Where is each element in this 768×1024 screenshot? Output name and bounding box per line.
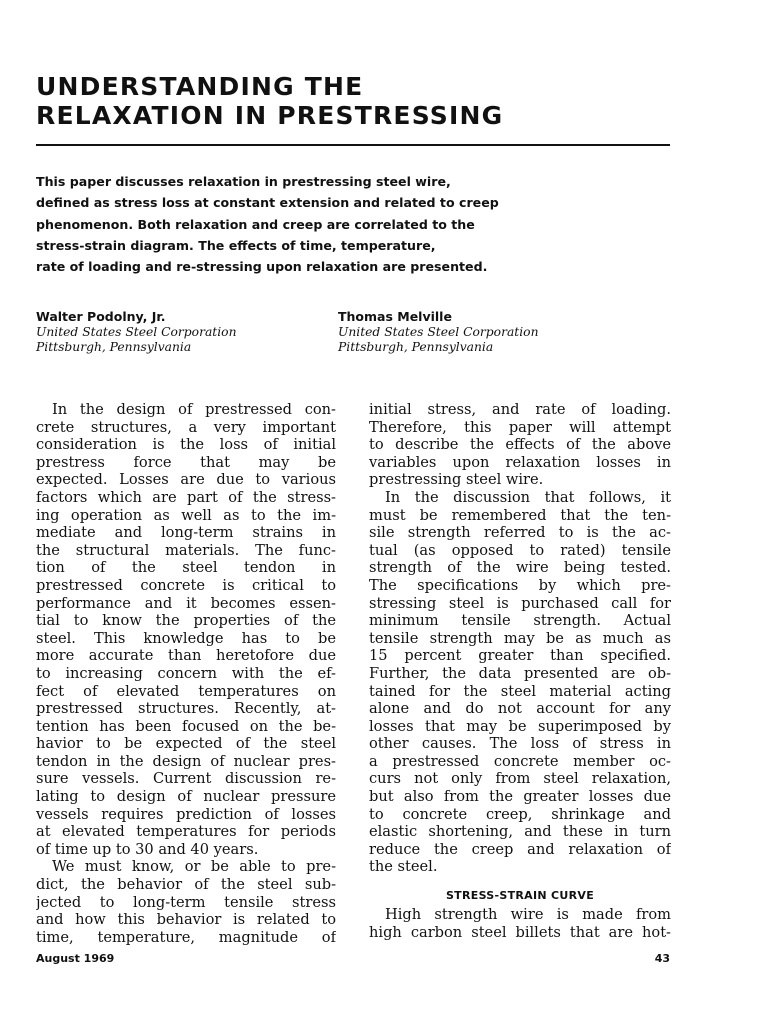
abstract-line: phenomenon. Both relaxation and creep are correlated to the <box>36 216 475 232</box>
footer-date: August 1969 <box>36 952 115 965</box>
article-title <box>36 72 736 130</box>
body-text-line: a prestressed concrete member oc- <box>369 752 671 770</box>
body-text-line: elastic shortening, and these in turn <box>369 823 671 841</box>
body-text-line: havior to be expected of the steel <box>36 735 336 753</box>
body-text-line: factors which are part of the stress- <box>36 488 336 506</box>
body-text-line: to increasing concern with the ef- <box>36 664 336 682</box>
body-text-line: fect of elevated temperatures on <box>36 682 336 700</box>
body-text-line: tual (as opposed to rated) tensile <box>369 541 671 559</box>
body-text-line: tention has been focused on the be- <box>36 717 336 735</box>
abstract-line: defined as stress loss at constant extension and related to creep <box>36 195 499 211</box>
body-text-line: 15 percent greater than specified. <box>369 647 671 665</box>
body-text-line: Further, the data presented are ob- <box>369 664 671 682</box>
right-column-text-a <box>369 401 671 876</box>
body-text-line: ing operation as well as to the im- <box>36 506 336 524</box>
body-text-line: vessels requires prediction of losses <box>36 805 336 823</box>
body-text-line: In the discussion that follows, it <box>385 488 671 506</box>
body-text-line: lating to design of nuclear pressure <box>36 788 336 806</box>
body-text-line: expected. Losses are due to various <box>36 471 336 489</box>
body-text-line: tion of the steel tendon in <box>36 559 336 577</box>
author-organization: United States Steel Corporation <box>36 325 237 339</box>
body-text-line: In the design of prestressed con- <box>52 401 336 418</box>
author-block-2 <box>338 309 539 355</box>
author-block-1 <box>36 309 237 355</box>
body-text-line: crete structures, a very important <box>36 418 336 436</box>
body-text-line: tensile strength may be as much as <box>369 629 671 647</box>
body-text-line: minimum tensile strength. Actual <box>369 612 671 630</box>
author-name: Walter Podolny, Jr. <box>36 309 166 324</box>
body-text-line: tained for the steel material acting <box>369 682 671 700</box>
body-text-line: performance and it becomes essen- <box>36 594 336 612</box>
body-text-line: mediate and long-term strains in <box>36 524 336 542</box>
body-text-line: reduce the creep and relaxation of <box>369 840 671 858</box>
body-text-line: tendon in the design of nuclear pres- <box>36 752 336 770</box>
abstract-line: stress-strain diagram. The effects of time, temperature, <box>36 237 436 253</box>
title-line: RELAXATION IN PRESTRESSING <box>36 101 504 130</box>
body-text-line: more accurate than heretofore due <box>36 647 336 665</box>
body-text-line: The specifications by which pre- <box>369 576 671 594</box>
author-location: Pittsburgh, Pennsylvania <box>36 340 192 354</box>
body-text-line: sure vessels. Current discussion re- <box>36 770 336 788</box>
body-text-line: to concrete creep, shrinkage and <box>369 805 671 823</box>
body-text-line: high carbon steel billets that are hot- <box>369 923 671 941</box>
body-text-line: stressing steel is purchased call for <box>369 594 671 612</box>
body-text-line: dict, the behavior of the steel sub- <box>36 876 336 894</box>
body-text-line: prestressing steel wire. <box>369 471 544 489</box>
body-text-line: curs not only from steel relaxation, <box>369 770 671 788</box>
author-location: Pittsburgh, Pennsylvania <box>338 340 494 354</box>
body-text-line: strength of the wire being tested. <box>369 559 671 577</box>
body-text-line: jected to long-term tensile stress <box>36 893 336 911</box>
body-text-line: and how this behavior is related to <box>36 911 336 929</box>
body-text-line: prestress force that may be <box>36 453 336 471</box>
body-column-left <box>36 401 336 946</box>
body-text-line: at elevated temperatures for periods <box>36 823 336 841</box>
body-text-line: variables upon relaxation losses in <box>369 453 671 471</box>
body-text-line: the steel. <box>369 858 438 876</box>
body-text-line: initial stress, and rate of loading. <box>369 401 671 418</box>
body-column-right <box>369 401 671 941</box>
body-text-line: the structural materials. The func- <box>36 541 336 559</box>
body-text-line: steel. This knowledge has to be <box>36 629 336 647</box>
body-text-line: alone and do not account for any <box>369 700 671 718</box>
body-text-line: prestressed concrete is critical to <box>36 576 336 594</box>
body-text-line: of time up to 30 and 40 years. <box>36 840 259 858</box>
body-text-line: consideration is the loss of initial <box>36 436 336 454</box>
abstract <box>36 171 656 277</box>
body-text-line: prestressed structures. Recently, at- <box>36 700 336 718</box>
title-line: UNDERSTANDING THE <box>36 72 364 101</box>
body-text-line: must be remembered that the ten- <box>369 506 671 524</box>
body-text-line: other causes. The loss of stress in <box>369 735 671 753</box>
body-text-line: sile strength referred to is the ac- <box>369 524 671 542</box>
body-text-line: to describe the effects of the above <box>369 436 671 454</box>
body-text-line: Therefore, this paper will attempt <box>369 418 671 436</box>
abstract-line: rate of loading and re-stressing upon relaxation are presented. <box>36 259 488 275</box>
right-column-text-b <box>369 906 671 941</box>
body-text-line: tial to know the properties of the <box>36 612 336 630</box>
author-name: Thomas Melville <box>338 309 452 324</box>
body-text-line: but also from the greater losses due <box>369 788 671 806</box>
author-organization: United States Steel Corporation <box>338 325 539 339</box>
body-text-line: time, temperature, magnitude of <box>36 928 336 946</box>
body-text-line: High strength wire is made from <box>385 906 671 924</box>
body-text-line: losses that may be superimposed by <box>369 717 671 735</box>
abstract-line: This paper discusses relaxation in prestressing steel wire, <box>36 174 451 189</box>
title-divider <box>36 144 670 146</box>
body-text-line: We must know, or be able to pre- <box>52 858 336 876</box>
footer-page-number: 43 <box>654 952 670 965</box>
section-heading: STRESS-STRAIN CURVE <box>445 889 595 903</box>
